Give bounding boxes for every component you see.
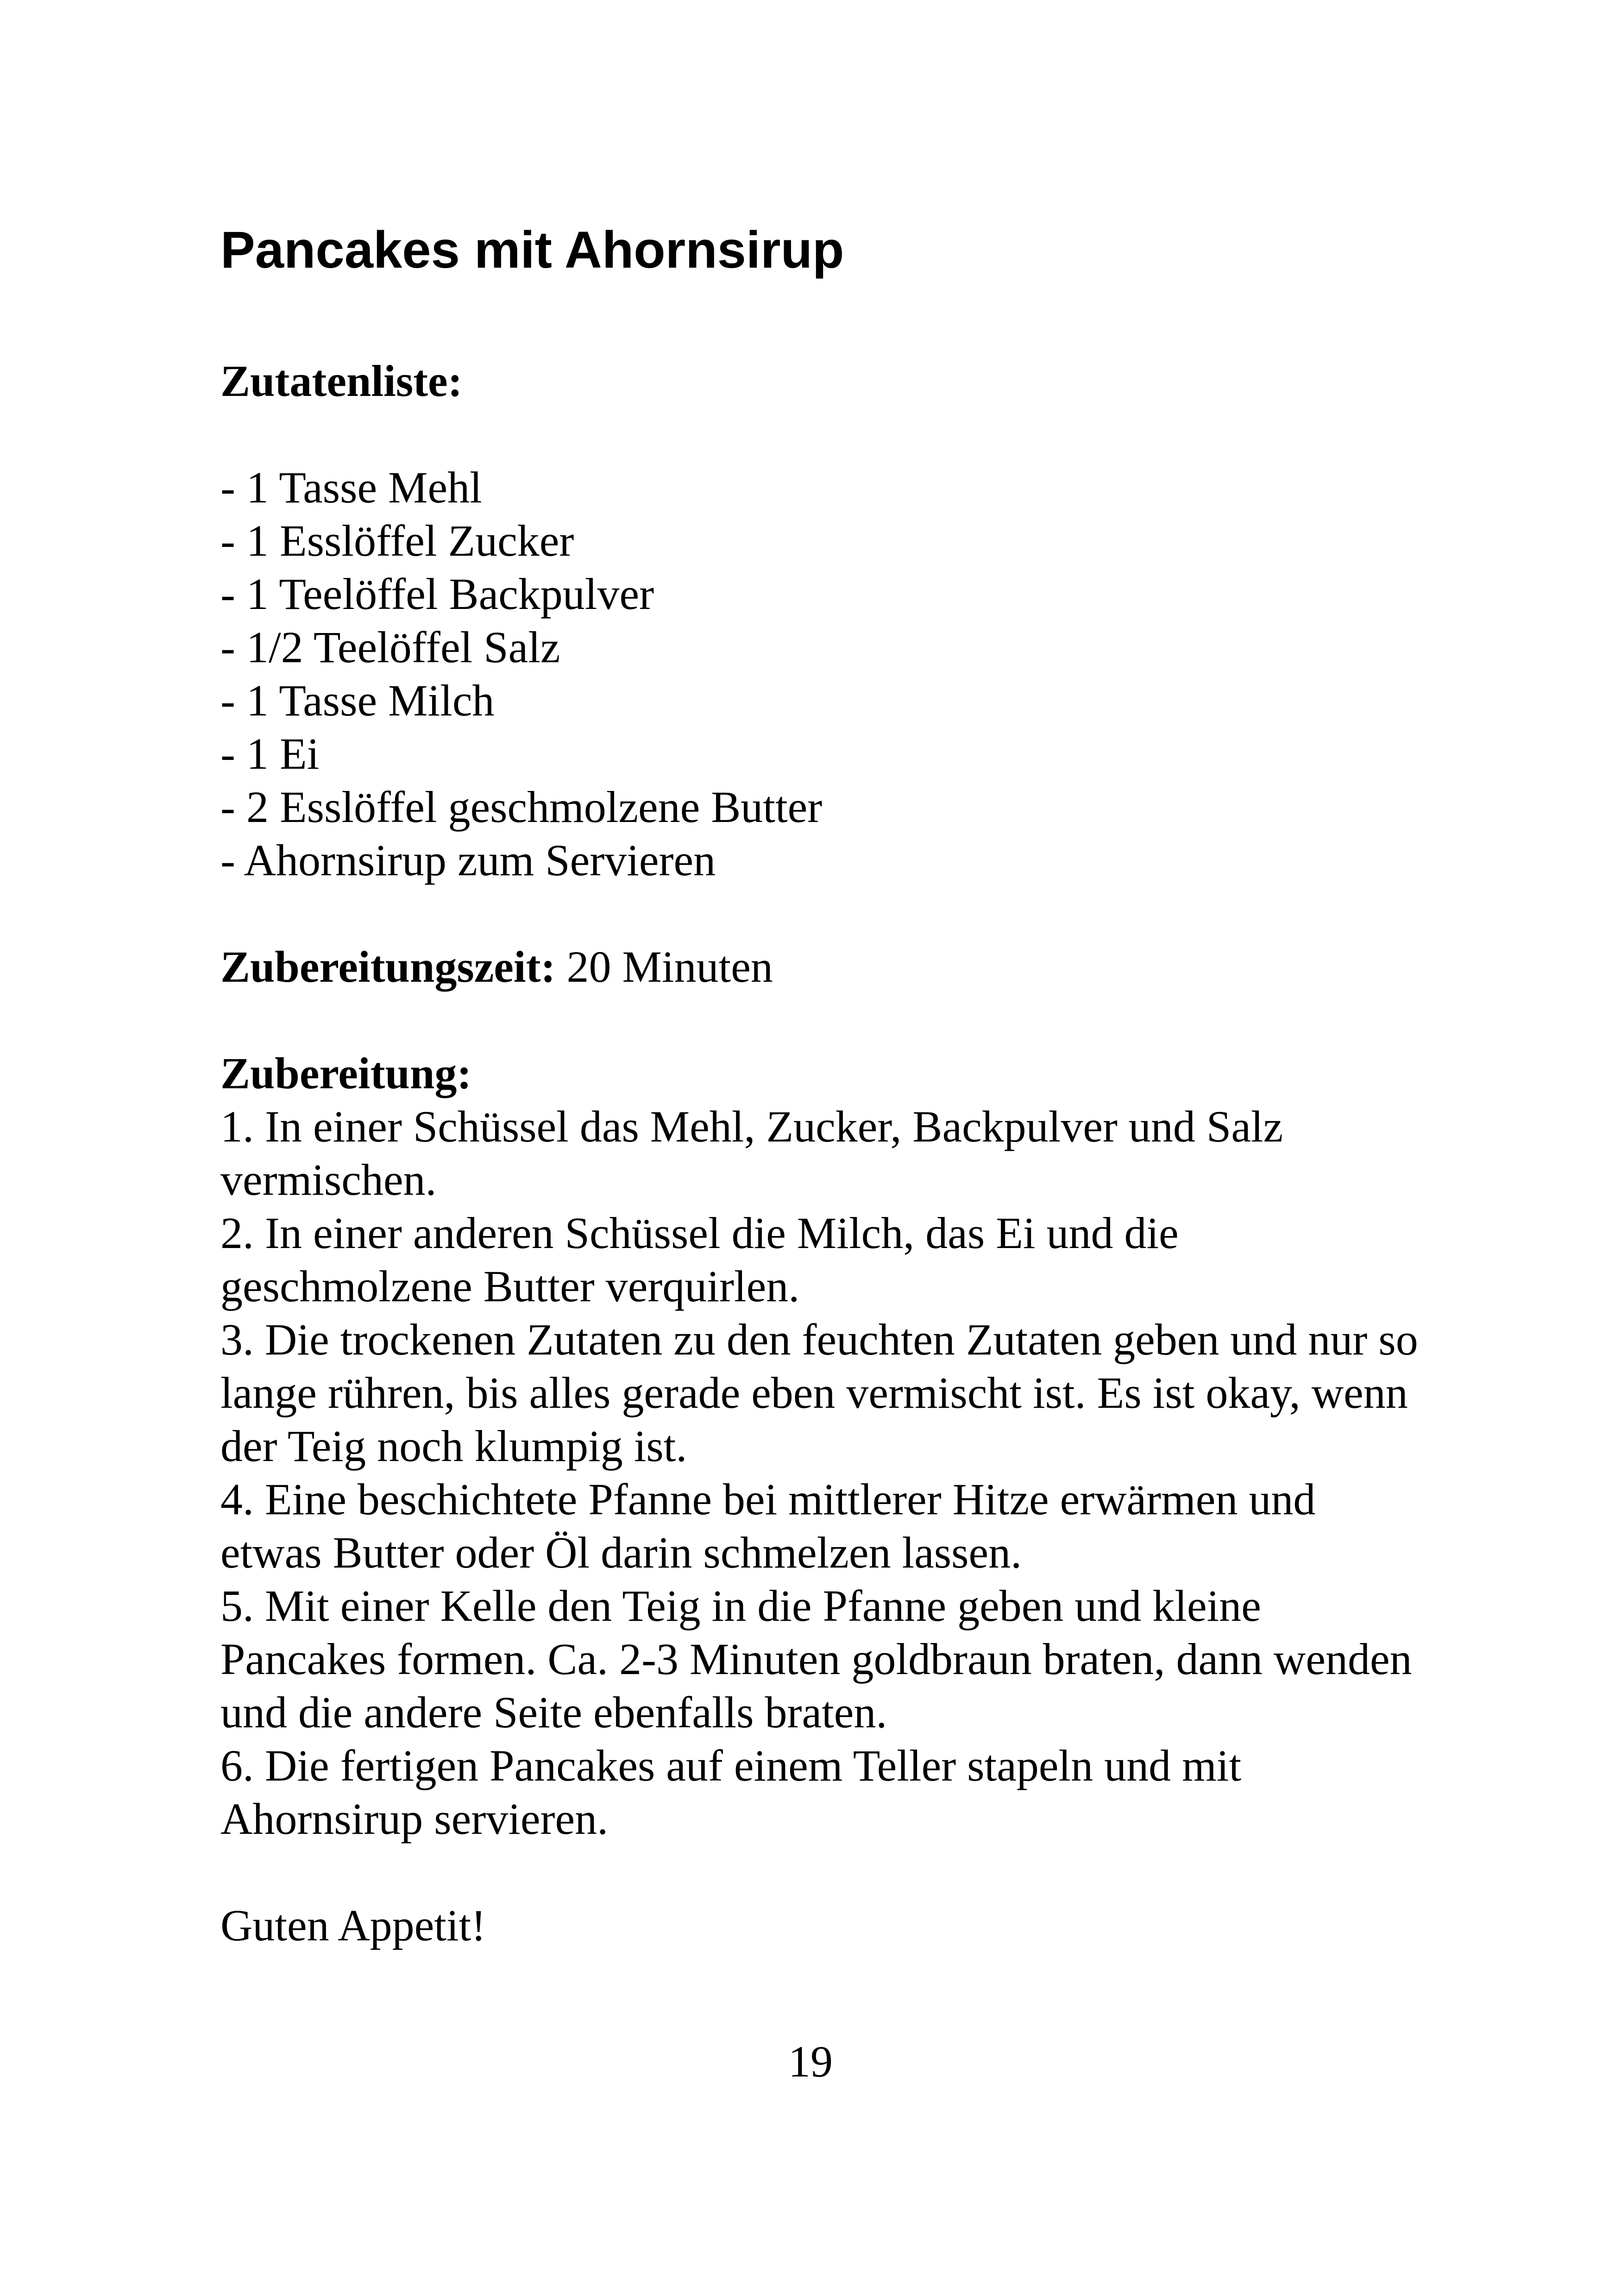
- prep-time-label: Zubereitungszeit:: [220, 942, 556, 991]
- step-item: 5. Mit einer Kelle den Teig in die Pfanne geben und kleine Pancakes formen. Ca. 2-3 Minuten goldbraun braten, dann wenden und die andere Seite ebenfalls braten.: [220, 1581, 1412, 1737]
- ingredient-item: - 1 Tasse Mehl: [220, 463, 482, 512]
- ingredient-item: - 1 Tasse Milch: [220, 676, 495, 725]
- step-list: [220, 1100, 1425, 1845]
- steps-heading: Zubereitung:: [220, 1048, 472, 1098]
- ingredient-item: - 1/2 Teelöffel Salz: [220, 622, 560, 672]
- recipe-title: Pancakes mit Ahornsirup: [220, 221, 844, 279]
- step-item: 4. Eine beschichtete Pfanne bei mittlerer Hitze erwärmen und etwas Butter oder Öl darin schmelzen lassen.: [220, 1474, 1316, 1577]
- ingredient-list: [220, 461, 1425, 887]
- ingredient-item: - 1 Teelöffel Backpulver: [220, 569, 654, 619]
- step-item: 1. In einer Schüssel das Mehl, Zucker, Backpulver und Salz vermischen.: [220, 1102, 1283, 1204]
- recipe-body: [220, 354, 1425, 1952]
- prep-time: [220, 940, 1425, 993]
- prep-time-value: 20 Minuten: [555, 942, 773, 991]
- ingredient-item: - 1 Ei: [220, 729, 320, 778]
- page-number: 19: [788, 2037, 833, 2086]
- closing-text: Guten Appetit!: [220, 1901, 486, 1950]
- step-item: 3. Die trockenen Zutaten zu den feuchten Zutaten geben und nur so lange rühren, bis alles gerade eben vermischt ist. Es ist okay, wenn der Teig noch klumpig ist.: [220, 1315, 1418, 1471]
- step-item: 6. Die fertigen Pancakes auf einem Teller stapeln und mit Ahornsirup servieren.: [220, 1741, 1242, 1844]
- ingredient-item: - 2 Esslöffel geschmolzene Butter: [220, 782, 823, 832]
- ingredient-item: - 1 Esslöffel Zucker: [220, 516, 574, 565]
- ingredient-item: - Ahornsirup zum Servieren: [220, 835, 716, 885]
- ingredients-heading: Zutatenliste:: [220, 356, 463, 406]
- step-item: 2. In einer anderen Schüssel die Milch, das Ei und die geschmolzene Butter verquirlen.: [220, 1208, 1179, 1311]
